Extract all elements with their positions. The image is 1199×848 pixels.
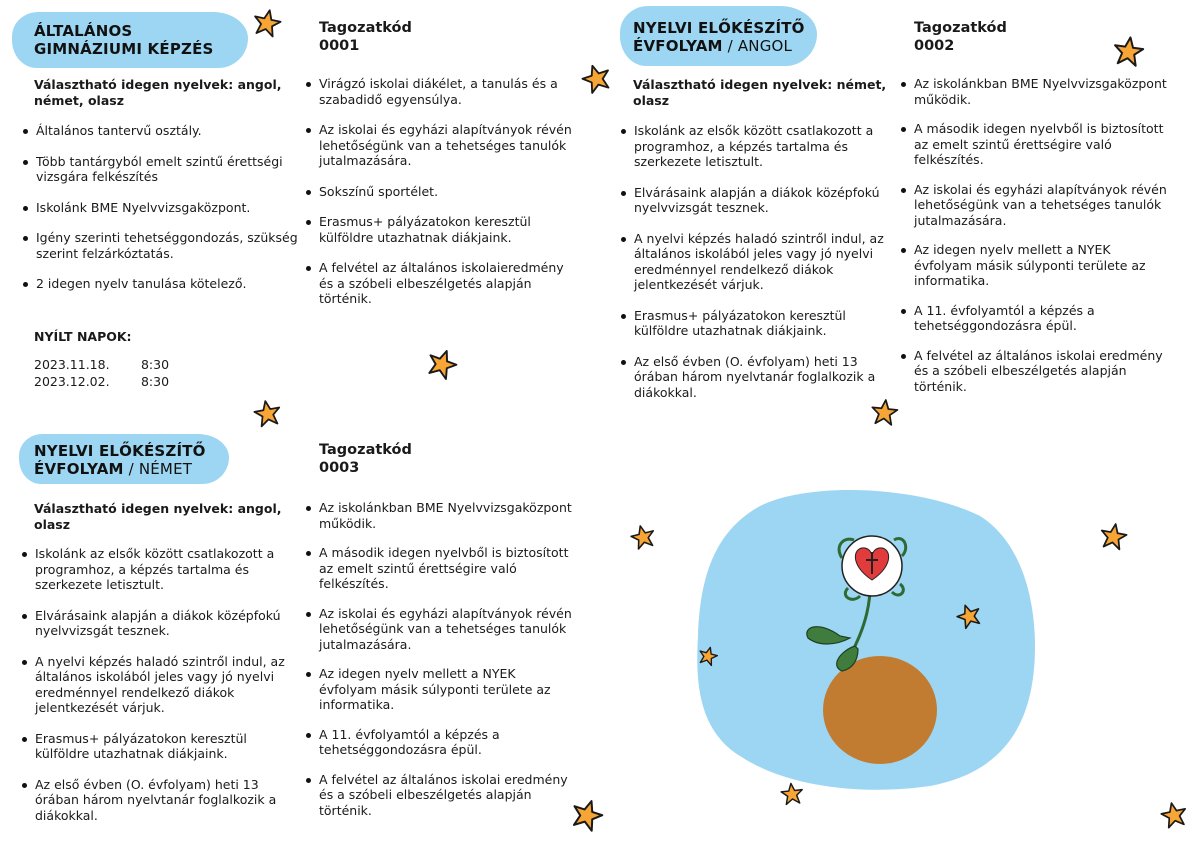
list-item: 2 idegen nyelv tanulása kötelező. (23, 276, 298, 292)
list-item: Elvárásaink alapján a diákok középfokú nyelvvizsgát tesznek. (621, 185, 889, 216)
list-item: Igény szerinti tehetséggondozás, szükség szerint felzárkóztatás. (23, 230, 298, 261)
list-item: A második idegen nyelvből is biztosított az emelt szintű érettségire való felkészítés. (306, 545, 576, 592)
list-item: Az első évben (O. évfolyam) heti 13 órában három nyelvtanár foglalkozik a diákokkal. (621, 354, 889, 401)
list-item: A felvétel az általános iskolai eredmény és a szóbeli elbeszélgetés alapján történik. (901, 348, 1171, 395)
list-item: Sokszínű sportélet. (306, 184, 576, 200)
code-label: Tagozatkód 0003 (319, 442, 412, 476)
languages-text: Választható idegen nyelvek: angol, német, olasz (34, 77, 282, 108)
list-item: Virágzó iskolai diákélet, a tanulás és a szabadidő egyensúlya. (306, 76, 576, 107)
list-item: A felvétel az általános iskolaieredmény és a szóbeli elbeszélgetés alapján történik. (306, 260, 576, 307)
luther-rose-planet-illustration (690, 486, 1040, 791)
feature-list-left (23, 123, 298, 307)
languages-text: Választható idegen nyelvek: angol, olasz (34, 501, 282, 532)
star-icon (425, 347, 459, 381)
star-icon (955, 602, 983, 630)
list-item: Az iskolai és egyházi alapítványok révén lehetőségünk van a tehetséges tanulók jutalmazására. (901, 182, 1171, 229)
list-item: Az idegen nyelv mellett a NYEK évfolyam másik súlyponti területe az informatika. (901, 242, 1171, 289)
list-item: A nyelvi képzés haladó szintről indul, az általános iskolából jeles vagy jó nyelvi eredménnyel rendelkező diákok jelentkezését várjuk. (22, 654, 290, 716)
list-item: Az idegen nyelv mellett a NYEK évfolyam másik súlyponti területe az informatika. (306, 666, 576, 713)
section-title: ÁLTALÁNOS GIMNÁZIUMI KÉPZÉS (34, 22, 214, 58)
list-item: Erasmus+ pályázatokon keresztül külföldre utazhatnak diákjaink. (22, 731, 290, 762)
list-item: A 11. évfolyamtól a képzés a tehetséggondozásra épül. (306, 727, 576, 758)
list-item: Iskolánk az elsők között csatlakozott a programhoz, a képzés tartalma és szerkezete letisztult. (621, 123, 889, 170)
languages-text: Választható idegen nyelvek: német, olasz (633, 77, 887, 108)
star-icon (697, 645, 719, 667)
code-label: Tagozatkód 0002 (914, 20, 1007, 54)
list-item: Általános tantervű osztály. (23, 123, 298, 139)
star-icon (580, 62, 613, 95)
list-item: Az első évben (O. évfolyam) heti 13 órában három nyelvtanár foglalkozik a diákokkal. (22, 777, 290, 824)
open-day-date: 2023.11.18. (34, 357, 110, 372)
open-days-title: NYÍLT NAPOK: (34, 329, 132, 344)
feature-list-right (306, 76, 576, 322)
feature-list-left (22, 546, 290, 838)
open-day-row (34, 357, 169, 372)
star-icon (629, 523, 657, 551)
list-item: Az iskolánkban BME Nyelvvizsgaközpont működik. (901, 76, 1171, 107)
list-item: Az iskolai és egyházi alapítványok révén lehetőségünk van a tehetséges tanulók jutalmazására. (306, 606, 576, 653)
list-item: Több tantárgyból emelt szintű érettségi vizsgára felkészítés (23, 154, 298, 185)
star-icon (1159, 800, 1189, 830)
section-title: NYELVI ELŐKÉSZÍTŐ ÉVFOLYAM / NÉMET (34, 442, 206, 478)
section-title: NYELVI ELŐKÉSZÍTŐ ÉVFOLYAM / ANGOL (633, 19, 805, 55)
list-item: Erasmus+ pályázatokon keresztül külföldre utazhatnak diákjaink. (306, 214, 576, 245)
star-icon (869, 397, 900, 428)
star-icon (779, 781, 805, 807)
star-icon (252, 398, 283, 429)
list-item: Iskolánk az elsők között csatlakozott a programhoz, a képzés tartalma és szerkezete letisztult. (22, 546, 290, 593)
feature-list-right (306, 500, 576, 832)
list-item: Elvárásaink alapján a diákok középfokú nyelvvizsgát tesznek. (22, 608, 290, 639)
feature-list-right (901, 76, 1171, 408)
list-item: A 11. évfolyamtól a képzés a tehetséggondozásra épül. (901, 303, 1171, 334)
star-icon (1111, 34, 1146, 69)
list-item: A második idegen nyelvből is biztosított az emelt szintű érettségire való felkészítés. (901, 121, 1171, 168)
list-item: Iskolánk BME Nyelvvizsgaközpont. (23, 200, 298, 216)
star-icon (1098, 521, 1129, 552)
open-day-time: 8:30 (140, 374, 170, 389)
list-item: Az iskolánkban BME Nyelvvizsgaközpont működik. (306, 500, 576, 531)
list-item: Az iskolai és egyházi alapítványok révén lehetőségünk van a tehetséges tanulók jutalmazására. (306, 122, 576, 169)
star-icon (252, 8, 282, 38)
open-day-date: 2023.12.02. (34, 374, 110, 389)
list-item: A felvétel az általános iskolai eredmény és a szóbeli elbeszélgetés alapján történik. (306, 772, 576, 819)
open-day-time: 8:30 (140, 357, 170, 372)
list-item: A nyelvi képzés haladó szintről indul, az általános iskolából jeles vagy jó nyelvi eredménnyel rendelkező diákok jelentkezését várjuk. (621, 231, 889, 293)
star-icon (569, 797, 605, 833)
open-day-row (34, 374, 169, 389)
code-label: Tagozatkód 0001 (319, 20, 412, 54)
list-item: Erasmus+ pályázatokon keresztül külföldre utazhatnak diákjaink. (621, 308, 889, 339)
feature-list-left (621, 123, 889, 415)
